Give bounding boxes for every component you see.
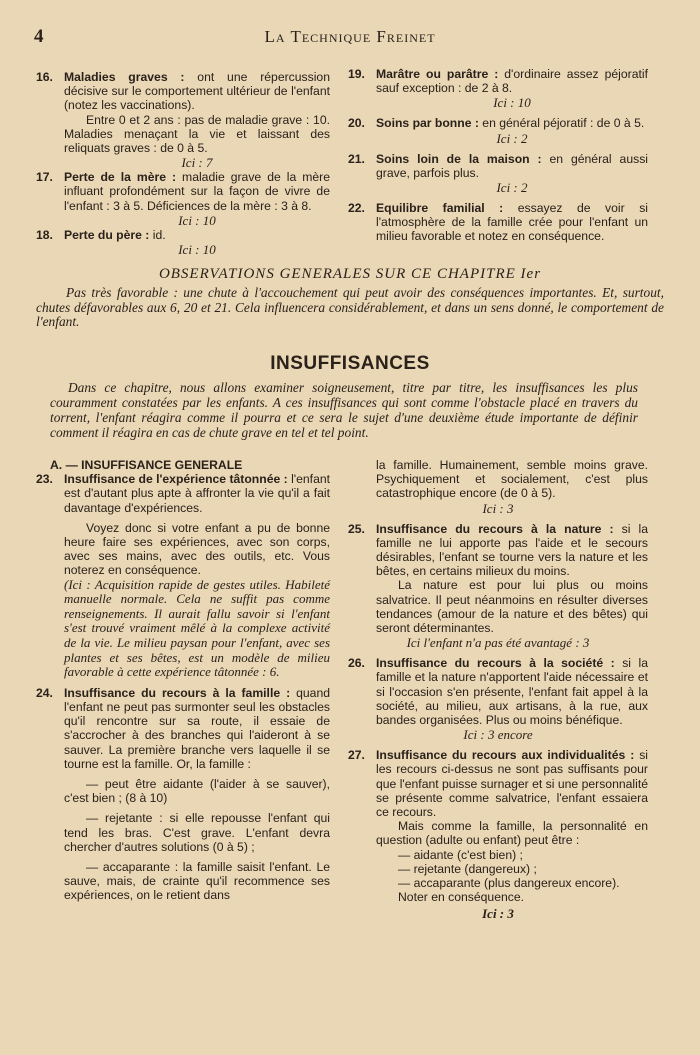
item-title: Maladies graves : bbox=[64, 70, 185, 84]
item-title: Insuffisance du recours à la nature : bbox=[376, 521, 614, 536]
item-text: maladie grave de la mère influant profondément sur la façon de vivre de l'enfant : 3 à 5. Déficiences de la mère : 3 à 8. bbox=[64, 170, 330, 213]
paragraph: la famille. Humainement, semble moins grave. Psychiquement et socialement, c'est plus catastrophique encore (de 0 à 5). bbox=[376, 458, 648, 501]
item-21 bbox=[348, 152, 648, 195]
item-title: Marâtre ou parâtre : bbox=[376, 67, 499, 81]
item-text: si les recours ci-dessus ne sont pas suffisants pour que l'enfant puisse surnager et si une personnalité se présente comme salvatrice, l'enfant essaiera ce recours. bbox=[376, 748, 648, 820]
item-title: Insuffisance du recours à la famille : bbox=[64, 685, 291, 700]
list-item: — aidante (c'est bien) ; bbox=[398, 847, 523, 862]
item-number: 17. bbox=[36, 170, 53, 185]
item-23 bbox=[36, 472, 330, 680]
item-score: Ici : 10 bbox=[178, 242, 216, 258]
item-18 bbox=[36, 228, 330, 257]
item-score: Ici : 3 bbox=[482, 500, 514, 516]
item-title: Perte de la mère : bbox=[64, 170, 177, 185]
item-score: Ici : 2 bbox=[496, 180, 528, 196]
item-17 bbox=[36, 170, 330, 228]
section-heading: INSUFFISANCES bbox=[270, 353, 430, 374]
right-column-top bbox=[348, 67, 648, 244]
list-item: — rejetante : si elle repousse l'enfant qui tend les bras. C'est grave. L'enfant devra chercher d'autres solutions (0 à 5) ; bbox=[64, 811, 330, 854]
page-number: 4 bbox=[34, 26, 44, 47]
item-27 bbox=[348, 748, 648, 904]
observations-text: Pas très favorable : une chute à l'accouchement qui peut avoir des conséquences importantes. Et, surtout, chutes défavorables aux 6, 20 et 21. Cela influencera considérablement, et dans un sens donné, le comportement de l'enfant. bbox=[36, 285, 664, 330]
section-intro: Dans ce chapitre, nous allons examiner soigneusement, titre par titre, les insuffisances les plus couramment constatées par les enfants. A ces insuffisances qui sont comme l'obstacle placé en travers du torrent, l'enfant réagira comme il pourra et ce sera le sujet d'une deuxième étude importante de définir comment il réagira en cas de chute grave en tel et tel point. bbox=[50, 380, 638, 440]
item-24 bbox=[36, 686, 330, 903]
item-score: Ici : 7 bbox=[181, 155, 213, 171]
list-item: — rejetante (dangereux) ; bbox=[398, 861, 537, 876]
left-column-bottom bbox=[36, 458, 330, 903]
running-title: La Technique Freinet bbox=[264, 27, 436, 46]
item-26 bbox=[348, 656, 648, 727]
item-title: Soins loin de la maison : bbox=[376, 151, 542, 166]
item-number: 21. bbox=[348, 151, 365, 166]
page-header bbox=[30, 26, 670, 50]
subsection-heading: A. — INSUFFISANCE GENERALE bbox=[50, 458, 243, 472]
right-column-bottom bbox=[348, 458, 648, 921]
item-number: 25. bbox=[348, 521, 365, 536]
item-25 bbox=[348, 522, 648, 636]
item-text: si la famille et la nature n'apportent l'aide nécessaire et si l'occasion s'en présente, l'enfant fait appel à la société, au milieu, aux artisans, à la rue, aux bandes organisées. Plus ou moins bénéfique. bbox=[376, 656, 649, 728]
item-text: en général péjoratif : de 0 à 5. bbox=[478, 116, 645, 131]
item-text: essayez de voir si l'atmosphère de la famille crée pour l'enfant un milieu favorable et notez en conséquence. bbox=[376, 201, 649, 244]
item-text: quand l'enfant ne peut pas surmonter seul les obstacles qu'il rencontre sur sa route, il essaie de s'accrocher à des branches qui l'aideront à se sauver. La première branche vers laquelle il se tourne est la famille. Or, la famille : bbox=[64, 685, 330, 771]
item-score: Ici l'enfant n'a pas été avantagé : 3 bbox=[406, 635, 590, 651]
item-number: 24. bbox=[36, 685, 53, 700]
item-number: 19. bbox=[348, 67, 365, 81]
item-16 bbox=[36, 70, 330, 170]
item-number: 27. bbox=[348, 748, 365, 763]
item-text: en général aussi grave, parfois plus. bbox=[376, 151, 649, 180]
item-number: 20. bbox=[348, 116, 365, 131]
item-19 bbox=[348, 67, 648, 110]
item-paragraph: Entre 0 et 2 ans : pas de maladie grave : 10. Maladies menaçant la vie et laissant des reliquats graves : de 0 à 5. bbox=[64, 112, 330, 156]
item-number: 22. bbox=[348, 201, 365, 216]
item-number: 23. bbox=[36, 472, 53, 487]
item-text: id. bbox=[149, 227, 166, 242]
list-item: — accaparante : la famille saisit l'enfant. Le sauve, mais, de crainte qu'il recommence ses expériences, on le retient dans bbox=[64, 860, 330, 903]
item-22 bbox=[348, 201, 648, 244]
item-text: si la famille ne lui apporte pas l'aide et le secours désirables, l'enfant se tourne vers la nature et les bêtes, en certains milieux du moins. bbox=[376, 521, 649, 579]
item-score: Ici : 10 bbox=[493, 95, 531, 111]
item-text: d'ordinaire assez péjoratif sauf exception : de 2 à 8. bbox=[376, 67, 648, 96]
item-score: Ici : 2 bbox=[496, 130, 528, 146]
item-number: 18. bbox=[36, 227, 53, 242]
item-title: Insuffisance du recours à la société : bbox=[376, 656, 615, 671]
item-score: Ici : 10 bbox=[178, 212, 216, 228]
item-score: Ici : 3 bbox=[482, 906, 514, 922]
item-paragraph: Voyez donc si votre enfant a pu de bonne heure faire ses expériences, avec son corps, avec ses mains, avec des outils, etc. Vous noterez en conséquence. bbox=[64, 520, 330, 578]
item-title: Insuffisance de l'expérience tâtonnée : bbox=[64, 472, 288, 487]
list-item: — accaparante (plus dangereux encore). bbox=[398, 876, 620, 891]
item-title: Soins par bonne : bbox=[376, 116, 479, 131]
item-observation: (Ici : Acquisition rapide de gestes utiles. Habileté manuelle normale. Cela ne suffit pas comme renseignements. Il aurait fallu savoir si l'enfant s'est trouvé vraiment mêlé à la complexe activité de la vie. Le milieu paysan pour l'enfant, avec ses plantes et ses bêtes, est un modèle de milieu favorable à cette expérience tâtonnée : 6. bbox=[64, 576, 330, 680]
item-title: Perte du père : bbox=[64, 227, 150, 242]
item-text: ont une répercussion décisive sur le comportement ultérieur de l'enfant (notez les vaccinations). bbox=[64, 70, 330, 113]
item-paragraph: La nature est pour lui plus ou moins salvatrice. Il peut néanmoins en résulter diverses tendances (amour de la nature et des bêtes) qui seront déterminantes. bbox=[376, 578, 648, 636]
item-20 bbox=[348, 116, 648, 145]
item-title: Equilibre familial : bbox=[376, 201, 504, 216]
continued-text bbox=[348, 458, 648, 501]
item-score: Ici : 3 encore bbox=[463, 727, 533, 743]
list-item: — peut être aidante (l'aider à se sauver), c'est bien ; (8 à 10) bbox=[64, 777, 330, 806]
item-text: l'enfant est d'autant plus apte à affronter la vie qu'il a fait davantage d'expériences. bbox=[64, 472, 331, 515]
item-number: 26. bbox=[348, 656, 365, 671]
item-paragraph: Mais comme la famille, la personnalité en question (adulte ou enfant) peut être : bbox=[376, 819, 648, 848]
item-paragraph: Noter en conséquence. bbox=[398, 890, 525, 905]
item-number: 16. bbox=[36, 70, 53, 84]
item-title: Insuffisance du recours aux individualités : bbox=[376, 748, 635, 763]
left-column-top bbox=[36, 70, 330, 257]
observations-heading: OBSERVATIONS GENERALES SUR CE CHAPITRE Ier bbox=[158, 266, 542, 282]
